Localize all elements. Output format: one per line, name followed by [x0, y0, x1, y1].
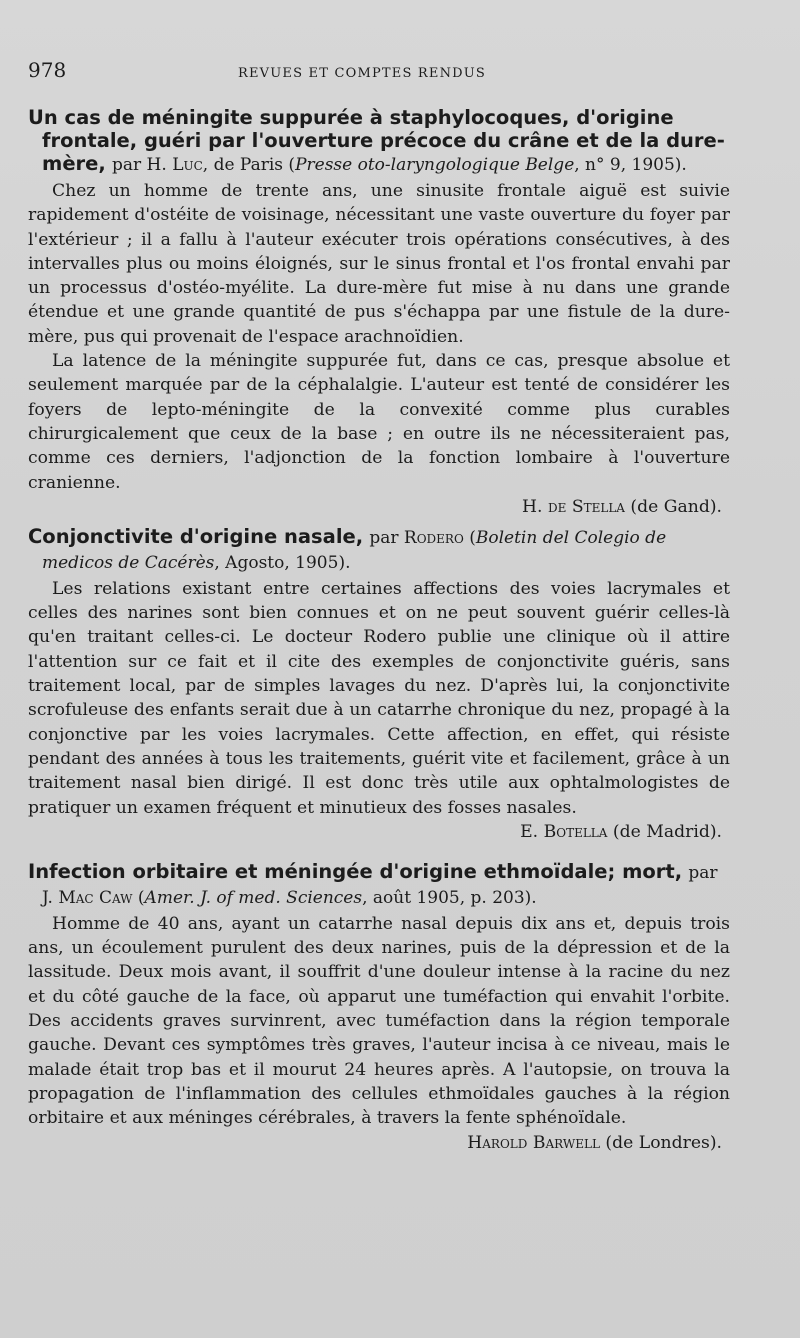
signature-name: de Stella	[547, 496, 625, 517]
article-3	[28, 860, 730, 1155]
article-title-text: Conjonctivite d'origine nasale,	[28, 524, 364, 548]
signature-prefix: E.	[520, 821, 544, 842]
author-place: , de Paris (	[202, 155, 296, 175]
article-title-text: Infection orbitaire et méningée d'origine ethmoïdale; mort,	[28, 859, 683, 883]
author-place: (	[132, 887, 145, 908]
article-source: Boletin del Colegio de medicos de Cacérès	[42, 527, 667, 573]
signature-name: Botella	[543, 821, 608, 842]
signature-prefix: H.	[522, 496, 548, 517]
signature-suffix: (de Londres).	[599, 1132, 722, 1153]
article-byline	[112, 155, 687, 175]
article-title	[28, 525, 730, 575]
byline-prefix: par H.	[112, 155, 167, 175]
signature-suffix: (de Gand).	[624, 496, 722, 517]
article-paragraph: Les relations existant entre certaines affections des voies lacrymales et celles des narines sont bien connues et on ne peut souvent guérir celles-là qu'en traitant celles-ci. Le docteur Rodero publie une clinique où il attire l'attention sur ce fait et il cite des exemples de conjonctivite guéris, sans traitement local, par de simples lavages du nez. D'après lui, la conjonctivite scrofuleuse des enfants serait due à un catarrhe chronique du nez, propagé à la conjonctive par les voies lacrymales. Cette affection, en effet, qui résiste pendant des années à tous les traitements, guérit vite et facilement, grâce à un traitement nasal bien dirigé. Il est donc très utile aux ophtalmologistes de pratiquer un examen fréquent et minutieux des fosses nasales.	[28, 578, 730, 818]
article-paragraph: Chez un homme de trente ans, une sinusite frontale aiguë est suivie rapidement d'ostéite de voisinage, nécessitant une vaste ouverture du foyer par l'extérieur ; il a fallu à l'auteur exécuter trois opérations consécutives, à des intervalles plus ou moins éloignés, sur le sinus frontal et l'os frontal envahi par un processus d'ostéo-myélite. La dure-mère fut mise à nu dans une grande étendue et une grande quantité de pus s'échappa par une fistule de la dure-mère, pus qui provenait de l'espace arachnoïdien.	[28, 181, 730, 347]
source-details: , Agosto, 1905).	[214, 552, 351, 573]
article-2	[28, 525, 730, 844]
article-1	[28, 106, 730, 519]
page-number: 978	[28, 58, 67, 82]
source-details: , n° 9, 1905).	[574, 155, 687, 175]
article-paragraph: Homme de 40 ans, ayant un catarrhe nasal depuis dix ans et, depuis trois ans, un écoulement purulent des deux narines, puis de la dépression et de la lassitude. Deux mois avant, il souffrit d'une douleur intense à la racine du nez et du côté gauche de la face, où apparut une tuméfaction qui envahit l'orbite. Des accidents graves survinrent, avec tuméfaction dans la région temporale gauche. Devant ces symptômes très graves, l'auteur incisa à ce niveau, mais le malade était trop bas et il mourut 24 heures après. A l'autopsie, on trouva la propagation de l'inflammation des cellules ethmoïdales gauches à la région orbitaire et aux méninges cérébrales, à travers la fente sphénoïdale.	[28, 913, 730, 1129]
byline-prefix: par	[369, 527, 399, 548]
article-signature	[28, 495, 722, 519]
article-source: Amer. J. of med. Sciences	[144, 887, 363, 908]
article-title	[28, 860, 730, 910]
running-title: REVUES ET COMPTES RENDUS	[238, 66, 487, 81]
source-details: , août 1905, p. 203).	[362, 887, 537, 908]
page-header	[28, 58, 730, 82]
article-source: Presse oto-laryngologique Belge	[295, 155, 575, 175]
article-author: Luc	[172, 155, 203, 175]
signature-suffix: (de Madrid).	[607, 821, 722, 842]
article-author: Rodero	[403, 527, 464, 548]
section-gap	[28, 850, 730, 860]
article-signature	[28, 820, 722, 844]
article-title	[28, 106, 730, 177]
signature-name: Harold Barwell	[467, 1132, 600, 1153]
article-title-text: Un cas de méningite suppurée à staphylocoques, d'origine frontale, guéri par l'ouverture précoce du crâne et de la dure-mère,	[28, 106, 725, 175]
author-place: (	[463, 527, 476, 548]
article-author: Mac Caw	[58, 887, 133, 908]
article-signature	[28, 1131, 722, 1155]
byline-prefix: par J.	[42, 862, 718, 908]
article-paragraph: La latence de la méningite suppurée fut, dans ce cas, presque absolue et seulement marquée par de la céphalalgie. L'auteur est tenté de considérer les foyers de lepto-méningite de la convexité comme plus curables chirurgicalement que ceux de la base ; en outre ils ne nécessiteraient pas, comme ces derniers, l'adjonction de la fonction lombaire à l'ouverture cranienne.	[28, 351, 730, 493]
